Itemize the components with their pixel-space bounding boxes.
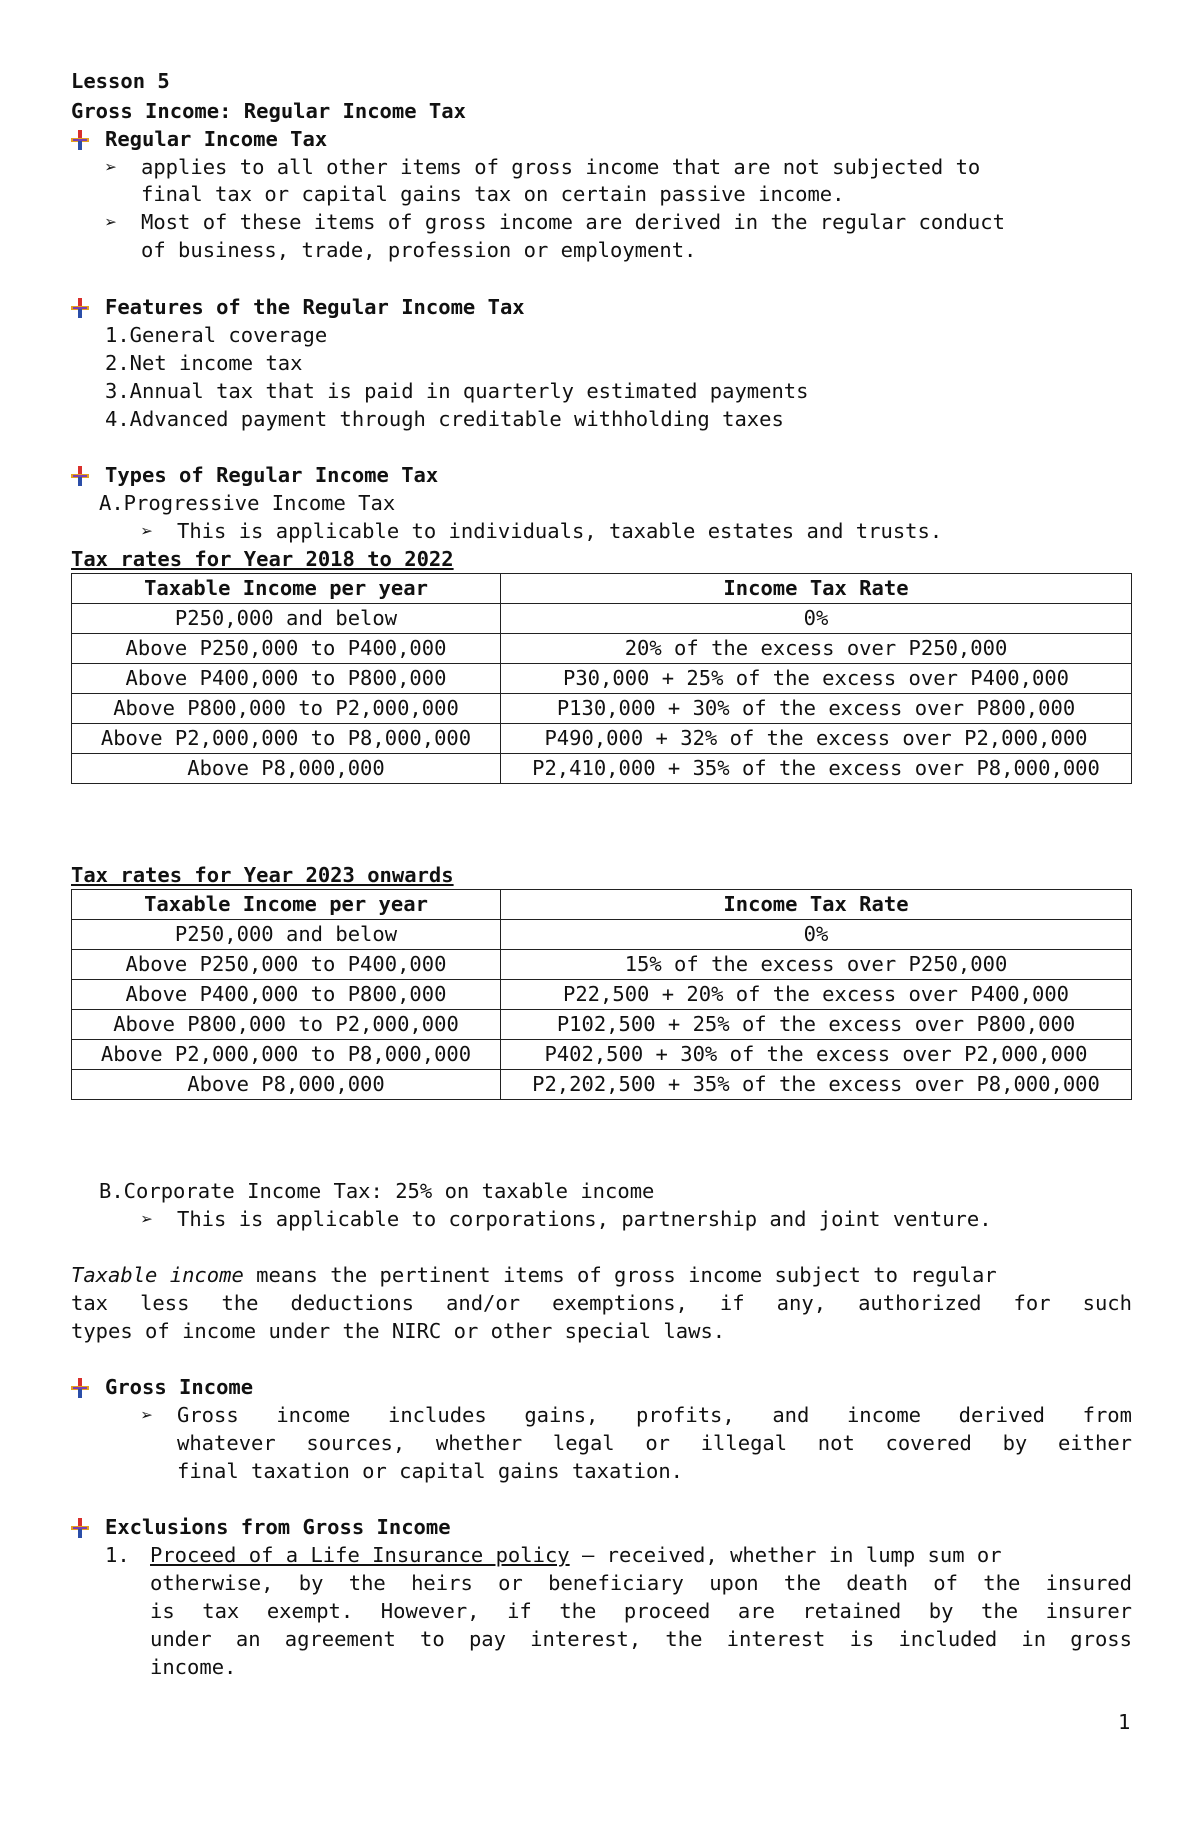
- arrow-bullet-icon: ➢: [105, 155, 118, 179]
- table-cell: Above P250,000 to P400,000: [72, 634, 501, 664]
- table-cell: P22,500 + 20% of the excess over P400,000: [501, 980, 1132, 1010]
- corporate-label: B.Corporate Income Tax: 25% on taxable income: [99, 1179, 655, 1203]
- exclusions-line2: otherwise, by the heirs or beneficiary upon the death of the insured: [150, 1571, 1132, 1595]
- exclusions-line4: under an agreement to pay interest, the interest is included in gross: [150, 1627, 1132, 1651]
- table-cell: Above P8,000,000: [72, 754, 501, 784]
- types-heading: Types of Regular Income Tax: [105, 463, 439, 487]
- taxable-income-term: Taxable income: [71, 1263, 244, 1287]
- regular-bullet2-line2: of business, trade, profession or employment.: [141, 238, 697, 262]
- table-header-row: [72, 890, 1132, 920]
- table-row: [72, 664, 1132, 694]
- section-bullet-icon: [70, 466, 90, 486]
- exclusions-item-number: 1.: [105, 1543, 130, 1567]
- exclusions-line1: [150, 1541, 1002, 1569]
- table-cell: 0%: [501, 920, 1132, 950]
- arrow-bullet-icon: ➢: [141, 1403, 154, 1427]
- lesson-label: Lesson 5: [71, 69, 170, 93]
- regular-bullet2-line1: Most of these items of gross income are derived in the regular conduct: [141, 210, 1005, 234]
- table-cell: P2,202,500 + 35% of the excess over P8,000,000: [501, 1070, 1132, 1100]
- section-bullet-icon: [70, 1378, 90, 1398]
- table-cell: P30,000 + 25% of the excess over P400,000: [501, 664, 1132, 694]
- table-row: [72, 1010, 1132, 1040]
- table2-caption: Tax rates for Year 2023 onwards: [71, 863, 454, 887]
- life-insurance-term: Proceed of a Life Insurance policy: [150, 1543, 570, 1567]
- table-header-row: [72, 574, 1132, 604]
- table-cell: Above P8,000,000: [72, 1070, 501, 1100]
- features-item: 3.Annual tax that is paid in quarterly estimated payments: [105, 379, 809, 403]
- table-cell: Above P800,000 to P2,000,000: [72, 694, 501, 724]
- gross-heading: Gross Income: [105, 1375, 254, 1399]
- table-row: [72, 604, 1132, 634]
- types-a-note: This is applicable to individuals, taxable estates and trusts.: [177, 519, 943, 543]
- taxable-income-line2: tax less the deductions and/or exemptions, if any, authorized for such: [71, 1291, 1132, 1315]
- table-cell: Above P2,000,000 to P8,000,000: [72, 1040, 501, 1070]
- regular-heading: Regular Income Tax: [105, 127, 328, 151]
- table-cell: Above P2,000,000 to P8,000,000: [72, 724, 501, 754]
- table-cell: Above P400,000 to P800,000: [72, 980, 501, 1010]
- arrow-bullet-icon: ➢: [141, 1207, 154, 1231]
- column-header: Taxable Income per year: [72, 890, 501, 920]
- table-row: [72, 1040, 1132, 1070]
- page-number: 1: [1118, 1710, 1131, 1734]
- features-item: 2.Net income tax: [105, 351, 303, 375]
- arrow-bullet-icon: ➢: [141, 519, 154, 543]
- table-cell: Above P250,000 to P400,000: [72, 950, 501, 980]
- section-bullet-icon: [70, 130, 90, 150]
- types-a-label: A.Progressive Income Tax: [99, 491, 396, 515]
- table-row: [72, 980, 1132, 1010]
- taxable-income-text: means the pertinent items of gross income subject to regular: [243, 1263, 997, 1287]
- table-cell: P250,000 and below: [72, 604, 501, 634]
- table-cell: 0%: [501, 604, 1132, 634]
- column-header: Taxable Income per year: [72, 574, 501, 604]
- features-item: 4.Advanced payment through creditable withholding taxes: [105, 407, 784, 431]
- table-cell: Above P800,000 to P2,000,000: [72, 1010, 501, 1040]
- table-cell: P130,000 + 30% of the excess over P800,000: [501, 694, 1132, 724]
- table-cell: P102,500 + 25% of the excess over P800,000: [501, 1010, 1132, 1040]
- table-row: [72, 724, 1132, 754]
- regular-bullet1-line2: final tax or capital gains tax on certain passive income.: [141, 182, 845, 206]
- table-cell: P402,500 + 30% of the excess over P2,000,000: [501, 1040, 1132, 1070]
- table-row: [72, 1070, 1132, 1100]
- table-cell: 15% of the excess over P250,000: [501, 950, 1132, 980]
- tax-table-2023-onwards: [71, 889, 1132, 1100]
- features-item: 1.General coverage: [105, 323, 328, 347]
- taxable-income-line3: types of income under the NIRC or other special laws.: [71, 1319, 726, 1343]
- taxable-income-line1: [71, 1261, 997, 1289]
- table-row: [72, 950, 1132, 980]
- table-cell: P2,410,000 + 35% of the excess over P8,000,000: [501, 754, 1132, 784]
- column-header: Income Tax Rate: [501, 890, 1132, 920]
- document-title: Gross Income: Regular Income Tax: [71, 99, 466, 123]
- gross-line1: Gross income includes gains, profits, and income derived from: [177, 1403, 1132, 1427]
- table1-caption: Tax rates for Year 2018 to 2022: [71, 547, 454, 571]
- table-row: [72, 754, 1132, 784]
- gross-line2: whatever sources, whether legal or illegal not covered by either: [177, 1431, 1132, 1455]
- section-bullet-icon: [70, 298, 90, 318]
- section-bullet-icon: [70, 1518, 90, 1538]
- table-cell: Above P400,000 to P800,000: [72, 664, 501, 694]
- table-row: [72, 920, 1132, 950]
- column-header: Income Tax Rate: [501, 574, 1132, 604]
- table-cell: P250,000 and below: [72, 920, 501, 950]
- table-cell: 20% of the excess over P250,000: [501, 634, 1132, 664]
- table-row: [72, 694, 1132, 724]
- exclusions-line1-text: – received, whether in lump sum or: [569, 1543, 1002, 1567]
- exclusions-line3: is tax exempt. However, if the proceed are retained by the insurer: [150, 1599, 1132, 1623]
- table-cell: P490,000 + 32% of the excess over P2,000,000: [501, 724, 1132, 754]
- corporate-note: This is applicable to corporations, partnership and joint venture.: [177, 1207, 992, 1231]
- table-row: [72, 634, 1132, 664]
- tax-table-2018-2022: [71, 573, 1132, 784]
- regular-bullet1-line1: applies to all other items of gross income that are not subjected to: [141, 155, 981, 179]
- exclusions-heading: Exclusions from Gross Income: [105, 1515, 451, 1539]
- arrow-bullet-icon: ➢: [105, 210, 118, 234]
- gross-line3: final taxation or capital gains taxation.: [177, 1459, 684, 1483]
- exclusions-line5: income.: [150, 1655, 237, 1679]
- features-heading: Features of the Regular Income Tax: [105, 295, 525, 319]
